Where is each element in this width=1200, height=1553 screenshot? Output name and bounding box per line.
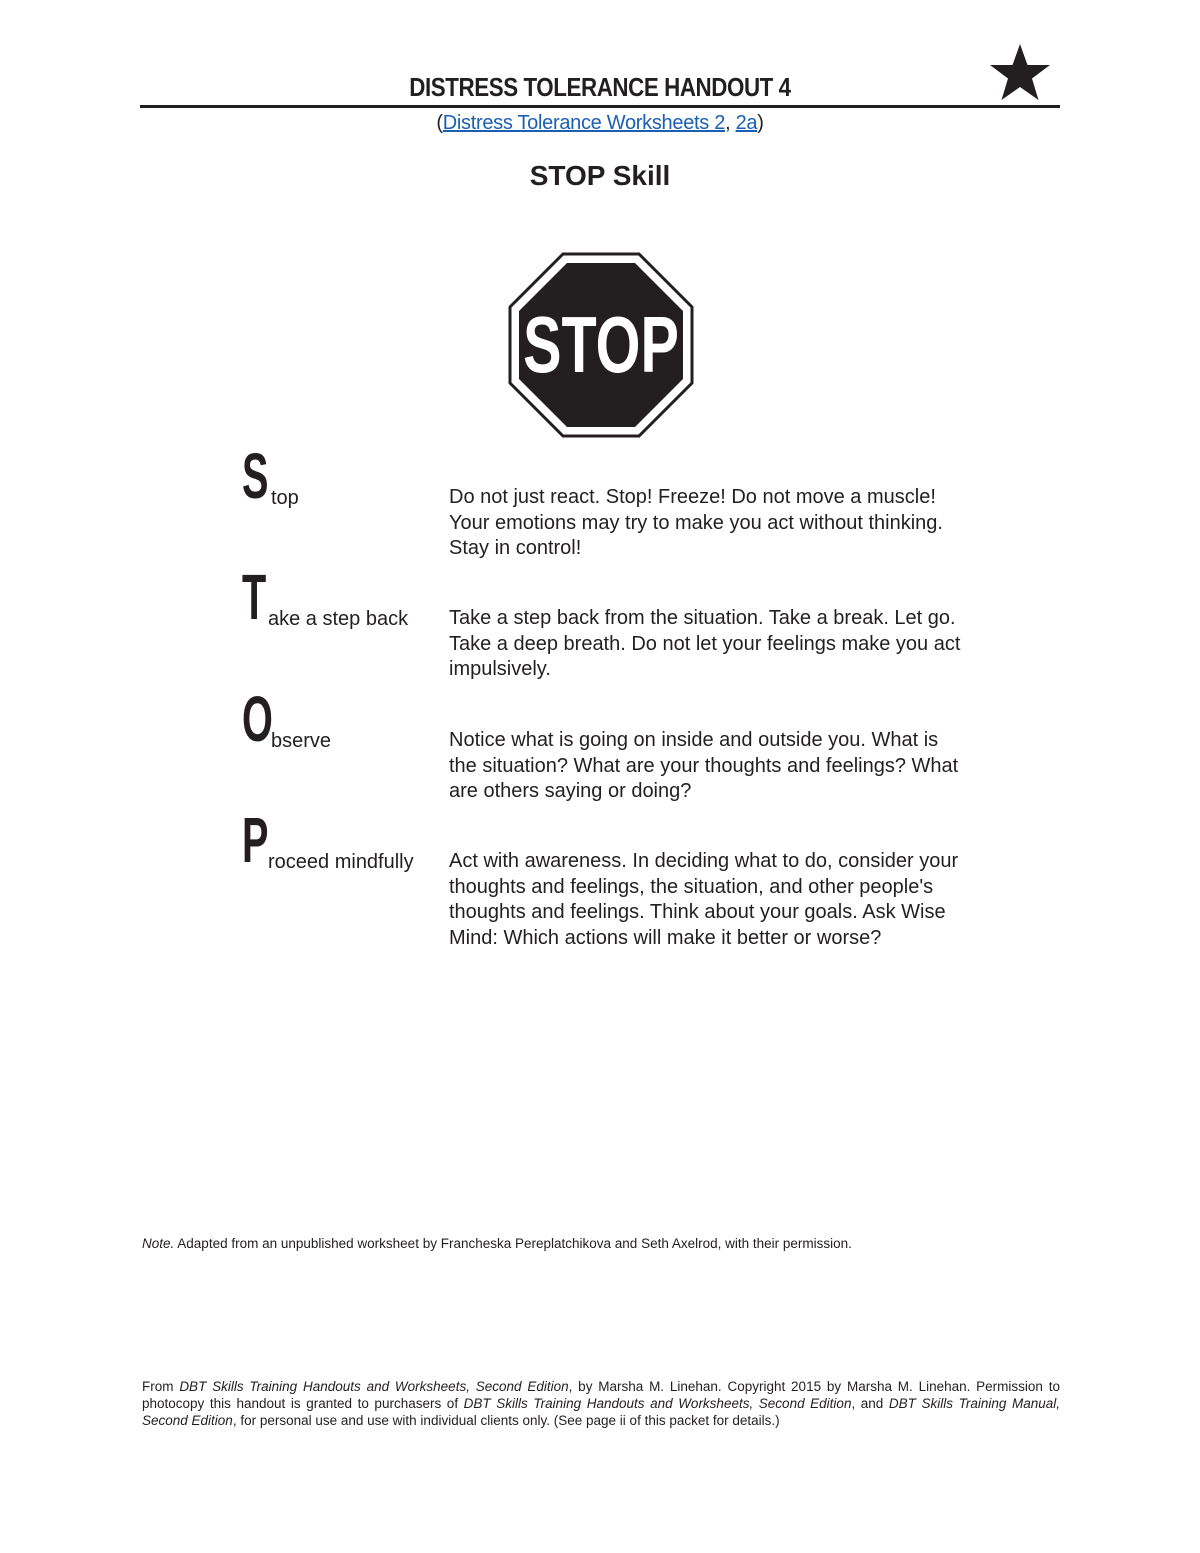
attribution-note <box>142 1236 852 1251</box>
row-initial: O <box>242 683 273 755</box>
book-title: DBT Skills Training Manual, Second Edition <box>142 1396 1060 1428</box>
copyright-footer: From DBT Skills Training Handouts and Worksheets, Second Edition, by Marsha M. Linehan. Copyright 2015 by Marsha M. Linehan. Permission to photocopy this handout is granted to purchasers of DBT Skills Training Handouts and Worksheets, Second Edition, and DBT Skills Training Manual, Second Edition, for personal use and use with individual clients only. (See page ii of this packet for details.) <box>142 1379 1061 1428</box>
row-proceed-mindfully <box>242 804 1002 978</box>
handout-title: DISTRESS TOLERANCE HANDOUT 4 <box>409 72 791 102</box>
row-description: Act with awareness. In deciding what to do, consider your thoughts and feelings, the situation, and other people's thoughts and feelings. Think about your goals. Ask Wise Mind: Which actions will make it better or worse? <box>449 850 959 949</box>
row-label: roceed mindfully <box>268 851 414 873</box>
note-text: Adapted from an unpublished worksheet by Francheska Pereplatchikova and Seth Axelrod, with their permission. <box>174 1236 852 1251</box>
header-divider <box>140 105 1060 108</box>
row-initial: S <box>242 440 269 512</box>
page-title: STOP Skill <box>529 160 671 191</box>
row-initial: T <box>242 561 267 633</box>
row-description: Do not just react. Stop! Freeze! Do not move a muscle! Your emotions may try to make you act without thinking. Stay in control! <box>449 486 943 559</box>
row-description: Notice what is going on inside and outside you. What is the situation? What are your thoughts and feelings? What are others saying or doing? <box>449 729 959 802</box>
worksheet-link-2[interactable]: Distress Tolerance Worksheets 2 <box>442 112 726 134</box>
row-label: bserve <box>271 730 332 752</box>
star-icon <box>988 42 1052 102</box>
stop-sign-icon <box>508 252 694 438</box>
worksheet-references: (Distress Tolerance Worksheets 2, 2a) <box>436 112 764 134</box>
stop-sign-text: STOP <box>523 299 679 390</box>
row-observe <box>242 683 1002 807</box>
book-title: DBT Skills Training Handouts and Worksheets, Second Edition <box>463 1396 852 1411</box>
row-label: top <box>271 487 299 509</box>
row-stop <box>242 440 1002 564</box>
row-initial: P <box>242 804 269 876</box>
row-take-a-step-back <box>242 561 1002 685</box>
book-title: DBT Skills Training Handouts and Worksheets, Second Edition <box>179 1379 569 1394</box>
row-description: Take a step back from the situation. Take a break. Let go. Take a deep breath. Do not let your feelings make you act impulsively. <box>449 607 961 680</box>
note-label: Note. <box>142 1236 175 1251</box>
worksheet-link-2a[interactable]: 2a <box>735 112 758 134</box>
row-label: ake a step back <box>268 608 409 630</box>
